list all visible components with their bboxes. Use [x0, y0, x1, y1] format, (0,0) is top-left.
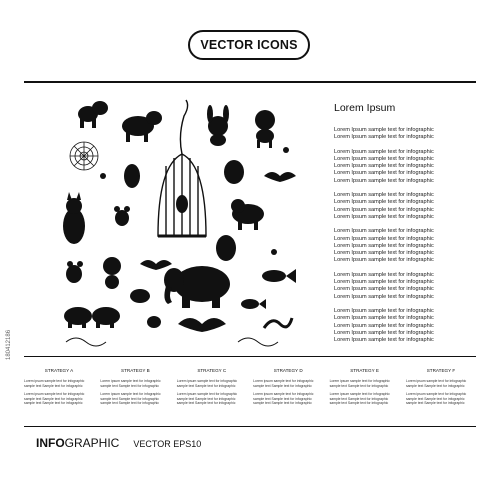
strategy-line: sample text Sample text for infographic: [100, 396, 160, 401]
strategy-column: [406, 368, 476, 420]
text-block: [334, 308, 484, 344]
mouse-icon: [66, 261, 83, 283]
spider-icon: [283, 147, 289, 153]
middle-divider: [24, 356, 476, 357]
bat-icon: [264, 172, 296, 182]
animal-icons-artwork: [58, 96, 304, 350]
bird-icon: [147, 316, 161, 328]
tiger-icon: [231, 199, 264, 230]
strategy-column: [24, 368, 94, 420]
text-line: Lorem Ipsum sample text for infographic: [334, 170, 434, 177]
text-line: Lorem Ipsum sample text for infographic: [334, 155, 434, 162]
cat-icon: [63, 192, 85, 244]
strategy-label: STRATEGY B: [121, 368, 150, 373]
strategy-line: Lorem ipsum sample text for infographic: [100, 379, 161, 383]
strategy-column: [100, 368, 170, 420]
strategy-line: sample text Sample text for infographic: [176, 401, 236, 406]
strategy-line: sample text Sample text for infographic: [100, 383, 160, 388]
text-line: Lorem Ipsum sample text for infographic: [334, 293, 434, 300]
page-title: VECTOR ICONS: [200, 38, 298, 52]
text-line: Lorem Ipsum sample text for infographic: [334, 228, 434, 235]
lorem-ipsum-title: Lorem Ipsum: [334, 102, 396, 114]
strategy-line: sample text Sample text for infographic: [329, 401, 389, 406]
strategy-line: Lorem ipsum sample text for infographic: [405, 379, 467, 383]
elephant-icon: [64, 307, 120, 328]
strategy-line: Lorem ipsum sample text for infographic: [24, 392, 85, 397]
text-line: Lorem Ipsum sample text for infographic: [334, 286, 434, 293]
strategy-line: Lorem ipsum sample text for infographic: [329, 379, 390, 383]
strategy-label: STRATEGY C: [197, 368, 227, 373]
text-line: Lorem Ipsum sample text for infographic: [334, 213, 434, 220]
text-line: Lorem Ipsum sample text for infographic: [334, 322, 434, 329]
strategy-column: [330, 368, 400, 420]
bird-in-cage-icon: [176, 195, 188, 213]
infographic-label-bold: INFO: [36, 436, 65, 450]
strategy-line: sample text Sample text for infographic: [405, 383, 465, 388]
strategy-line: Lorem ipsum sample text for infographic: [253, 379, 314, 383]
strategy-line: sample text Sample text for infographic: [24, 401, 83, 406]
strategy-line: sample text Sample text for infographic: [24, 383, 83, 388]
spider-icon: [100, 173, 106, 179]
strategy-row: [24, 368, 476, 420]
mouse-icon: [114, 206, 130, 226]
strategy-line: sample text Sample text for infographic: [329, 383, 389, 388]
strategy-line: Lorem ipsum sample text for infographic: [329, 392, 390, 397]
bat-icon: [140, 260, 172, 270]
strategy-line: sample text Sample text for infographic: [405, 396, 465, 401]
strategy-line: Lorem ipsum sample text for infographic: [24, 379, 85, 383]
text-line: Lorem Ipsum sample text for infographic: [334, 257, 434, 264]
birdcage-icon: [158, 100, 206, 236]
text-line: Lorem Ipsum sample text for infographic: [334, 315, 434, 322]
strategy-line: sample text Sample text for infographic: [176, 383, 236, 388]
strategy-line: sample text Sample text for infographic: [253, 401, 312, 406]
strategy-label: STRATEGY D: [273, 368, 303, 373]
text-line: Lorem Ipsum sample text for infographic: [334, 307, 434, 314]
footer: [36, 436, 201, 450]
strategy-label: STRATEGY F: [426, 368, 456, 373]
text-line: Lorem Ipsum sample text for infographic: [334, 199, 434, 206]
strategy-line: Lorem ipsum sample text for infographic: [405, 392, 467, 397]
snake-icon: [264, 318, 292, 328]
text-line: Lorem Ipsum sample text for infographic: [334, 279, 434, 286]
text-line: Lorem Ipsum sample text for infographic: [334, 127, 434, 133]
strategy-line: Lorem ipsum sample text for infographic: [176, 379, 238, 383]
strategy-line: sample text Sample text for infographic: [24, 396, 83, 401]
monkey-icon: [255, 110, 275, 148]
strategy-line: sample text Sample text for infographic: [253, 383, 312, 388]
text-line: Lorem Ipsum sample text for infographic: [334, 271, 434, 278]
spiderweb-icon: [70, 142, 98, 170]
strategy-line: Lorem ipsum sample text for infographic: [100, 392, 161, 397]
rabbit-icon: [207, 105, 229, 146]
fish-icon: [262, 269, 296, 283]
pig-icon: [122, 111, 162, 142]
strategy-line: Lorem ipsum sample text for infographic: [253, 392, 314, 397]
text-line: Lorem Ipsum sample text for infographic: [334, 192, 434, 199]
strategy-column: [177, 368, 247, 420]
dog-icon: [78, 101, 108, 128]
strategy-line: sample text Sample text for infographic: [405, 401, 465, 406]
text-block: [334, 192, 484, 221]
strategy-line: sample text Sample text for infographic: [100, 401, 160, 406]
text-line: Lorem Ipsum sample text for infographic: [334, 242, 434, 249]
chick-icon: [224, 160, 244, 184]
text-line: Lorem Ipsum sample text for infographic: [334, 148, 434, 155]
strategy-column: [253, 368, 323, 420]
strategy-label: STRATEGY E: [350, 368, 379, 373]
fish-icon: [241, 299, 266, 309]
text-line: Lorem Ipsum sample text for infographic: [334, 250, 434, 257]
owl-icon: [124, 164, 140, 188]
strategy-line: sample text Sample text for infographic: [329, 396, 389, 401]
text-line: Lorem Ipsum sample text for infographic: [334, 177, 434, 184]
swirl-ornament-icon: [66, 338, 278, 346]
text-block: [334, 149, 484, 185]
bird-icon: [130, 289, 150, 303]
text-line: Lorem Ipsum sample text for infographic: [334, 235, 434, 242]
monkey-icon: [103, 257, 121, 289]
bottom-divider: [24, 426, 476, 427]
text-line: Lorem Ipsum sample text for infographic: [334, 206, 434, 213]
text-line: Lorem Ipsum sample text for infographic: [334, 163, 434, 170]
elephant-icon: [164, 266, 230, 308]
strategy-line: sample text Sample text for infographic: [253, 396, 312, 401]
text-block: [334, 272, 484, 301]
text-block: [334, 228, 484, 264]
spider-icon: [271, 249, 277, 255]
vector-eps-label: VECTOR EPS10: [133, 439, 202, 449]
stock-id: 180412186: [6, 329, 12, 360]
strategy-line: Lorem ipsum sample text for infographic: [176, 392, 238, 397]
strategy-label: STRATEGY A: [44, 368, 74, 373]
text-block: [334, 127, 484, 142]
bat-icon: [178, 318, 226, 332]
text-blocks: [334, 127, 484, 351]
infographic-label-light: GRAPHIC: [64, 436, 120, 450]
title-badge: [188, 30, 310, 60]
strategy-line: sample text Sample text for infographic: [176, 396, 236, 401]
text-line: Lorem Ipsum sample text for infographic: [334, 337, 434, 344]
top-divider: [24, 81, 476, 83]
text-line: Lorem Ipsum sample text for infographic: [334, 329, 434, 336]
text-line: Lorem Ipsum sample text for infographic: [334, 134, 434, 141]
bear-icon: [216, 235, 236, 261]
